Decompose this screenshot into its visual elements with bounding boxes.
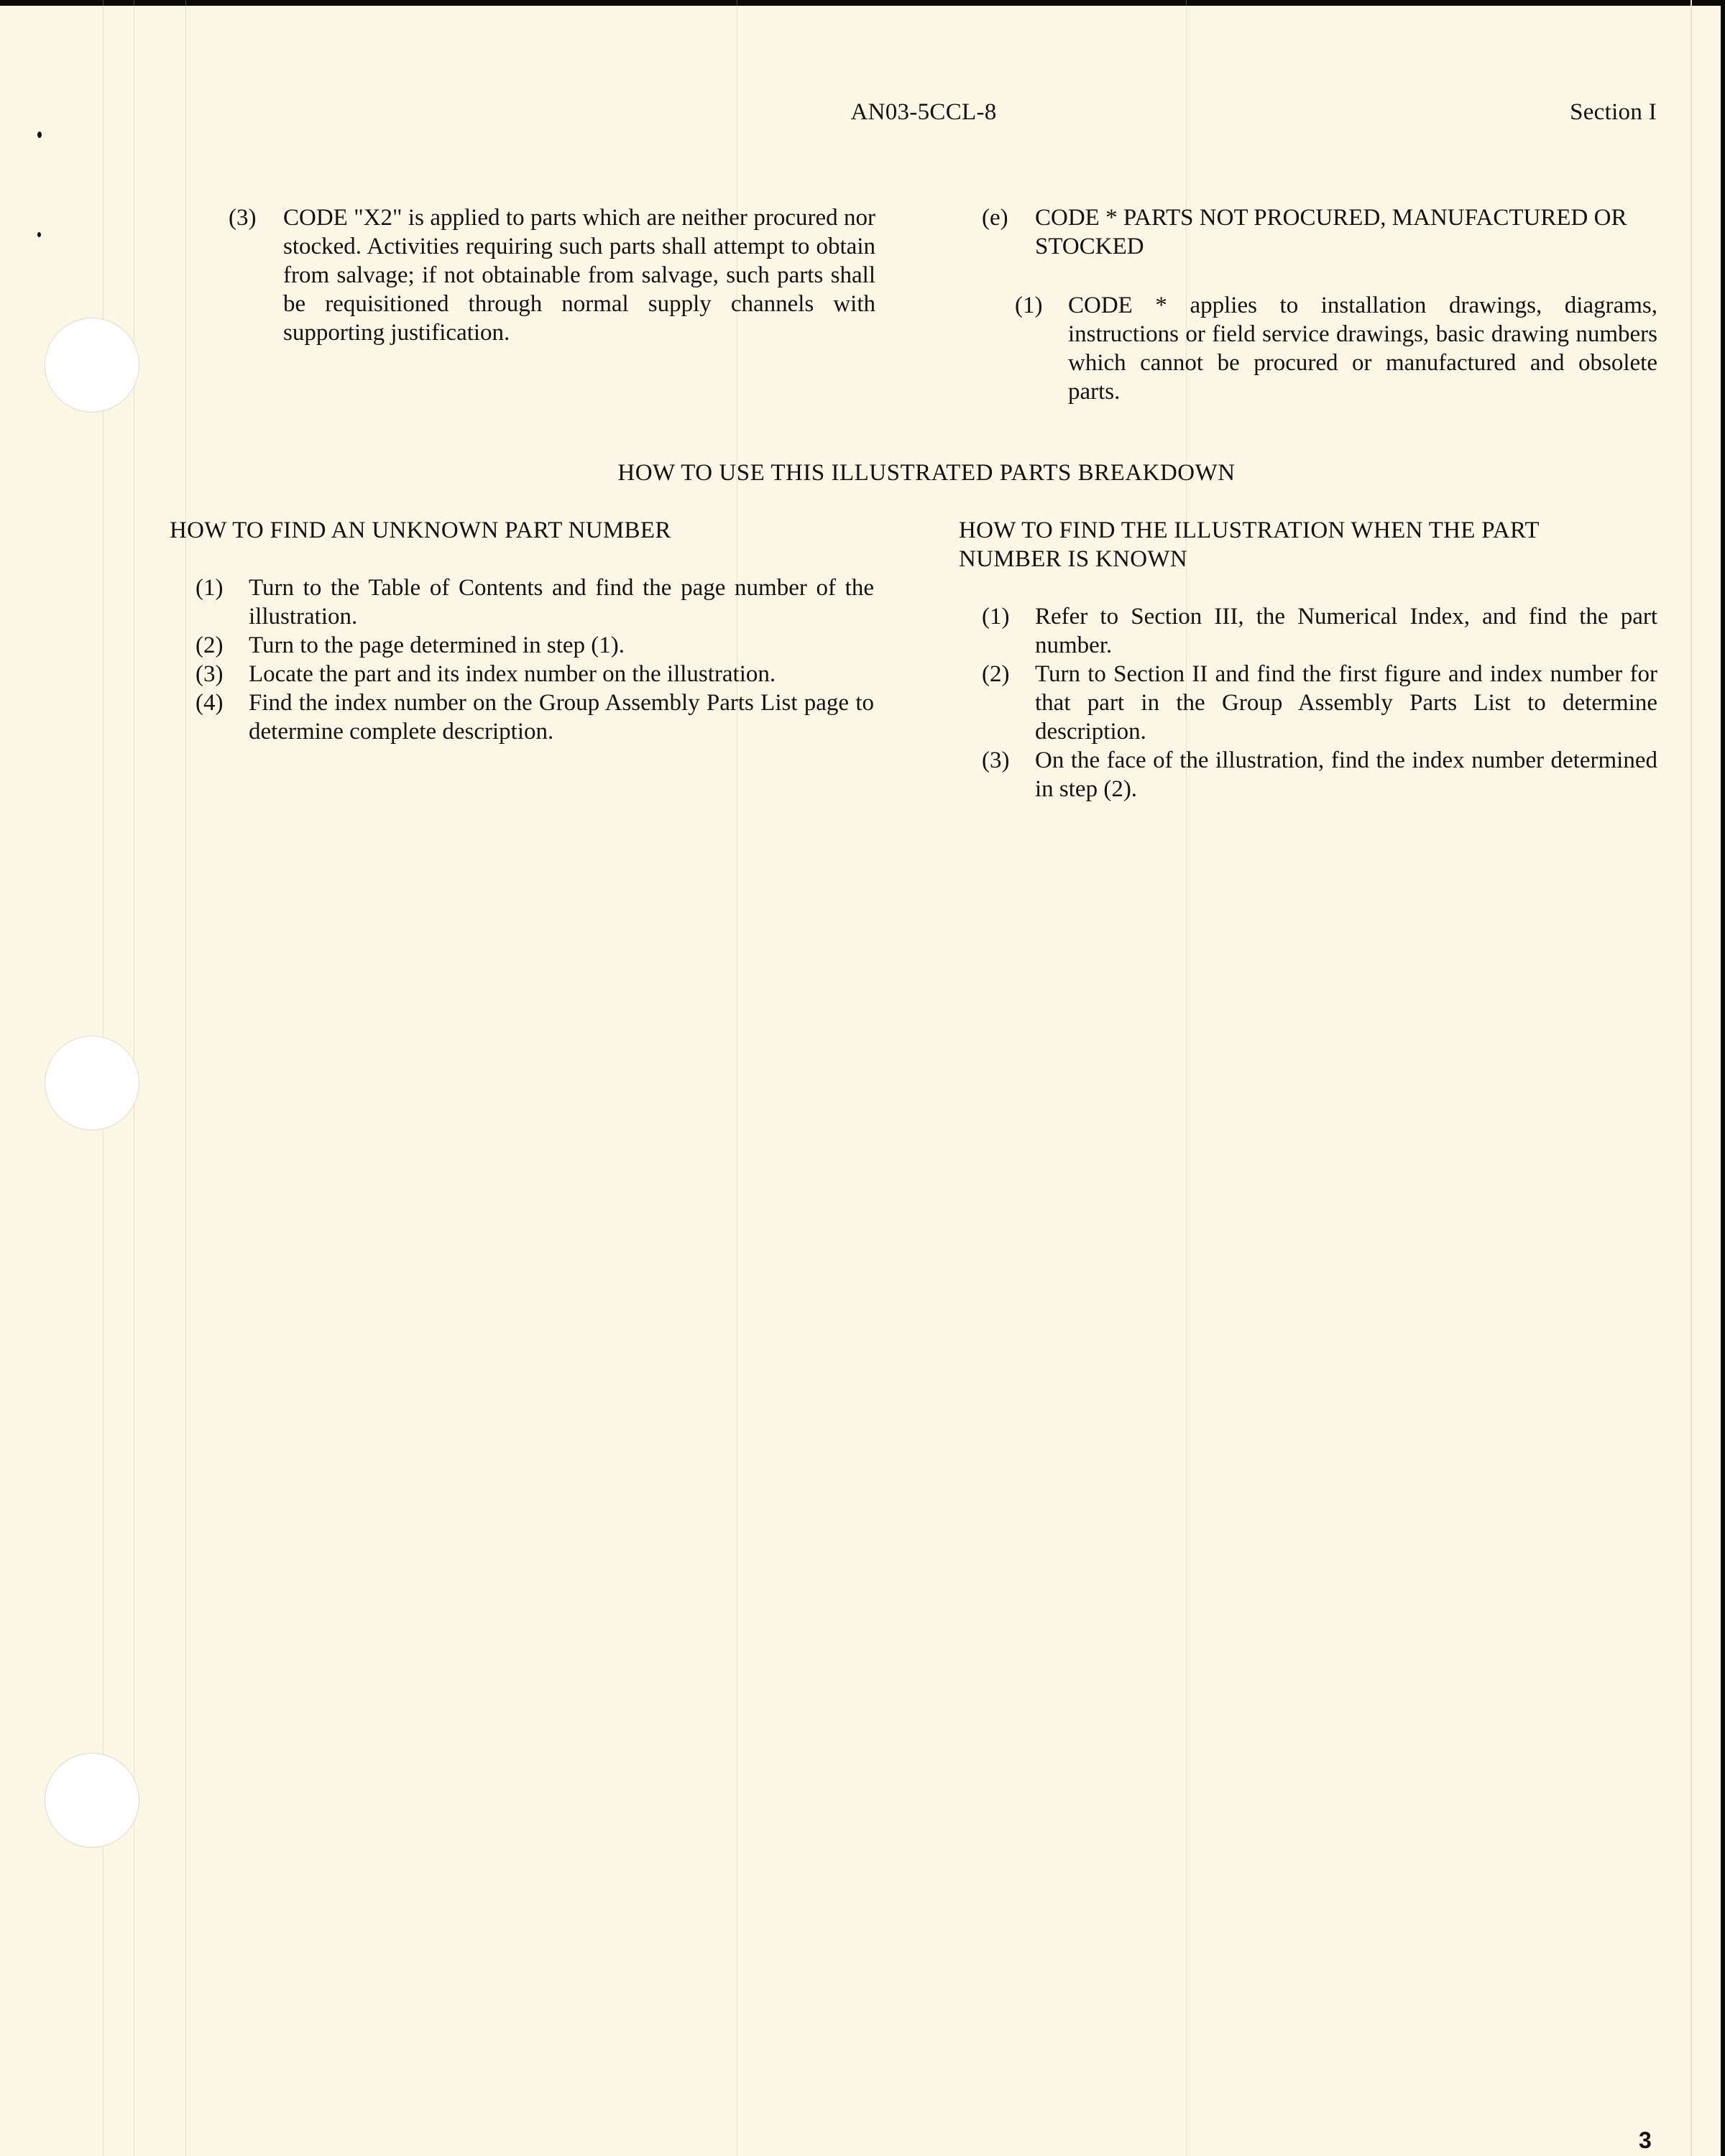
step-number: (3) (196, 661, 224, 687)
section-heading: HOW TO USE THIS ILLUSTRATED PARTS BREAKDOWN (617, 460, 1236, 486)
subsection-title: CODE * PARTS NOT PROCURED, MANUFACTURED OR STOCKED (1035, 205, 1627, 259)
punch-hole-top (45, 318, 139, 412)
code-x2-paragraph (229, 203, 875, 347)
find-unknown-part-section (170, 516, 874, 746)
page-edge-strip (1690, 0, 1692, 2156)
steps-list (982, 602, 1657, 803)
scan-border-right (1721, 0, 1725, 2156)
item-text: CODE * applies to installation drawings, diagrams, instructions or field service drawings, basic drawing numbers which cannot be procured or manufactured and obsolete parts. (1068, 292, 1657, 405)
step-item (196, 631, 874, 660)
step-text: Turn to Section II and find the first figure and index number for that part in the Group Assembly Parts List to determine description. (1035, 661, 1657, 745)
scan-speck (37, 132, 42, 138)
find-illustration-section (959, 516, 1657, 803)
step-item (982, 660, 1657, 746)
step-item (196, 573, 874, 631)
step-item (982, 746, 1657, 803)
item-text: CODE "X2" is applied to parts which are neither procured nor stocked. Activities requiring such parts shall attempt to obtain from salvage; if not obtainable from salvage, such parts shall be requisitioned through normal supply channels with supporting justification. (283, 205, 875, 346)
step-number: (2) (196, 632, 224, 658)
punch-hole-middle (45, 1036, 139, 1130)
step-number: (2) (982, 661, 1010, 687)
step-text: Find the index number on the Group Assembly Parts List page to determine complete description. (249, 690, 874, 745)
scan-speck (37, 232, 41, 237)
punch-hole-bottom (45, 1754, 139, 1847)
step-number: (3) (982, 747, 1010, 773)
steps-list (196, 573, 874, 746)
paper-texture-line (185, 0, 186, 2156)
step-text: On the face of the illustration, find the index number determined in step (2). (1035, 747, 1657, 802)
list-item (1015, 291, 1657, 406)
document-number: AN03-5CCL-8 (850, 99, 997, 125)
column-heading: HOW TO FIND AN UNKNOWN PART NUMBER (170, 517, 671, 543)
step-number: (4) (196, 690, 224, 716)
step-item (196, 688, 874, 746)
step-text: Turn to the page determined in step (1). (249, 632, 625, 658)
subsection-heading (982, 203, 1657, 261)
item-number: (3) (229, 205, 257, 231)
page-number: 3 (1639, 2127, 1652, 2153)
step-item (982, 602, 1657, 660)
step-number: (1) (982, 604, 1010, 630)
step-text: Locate the part and its index number on the illustration. (249, 661, 776, 687)
code-star-section (982, 203, 1657, 406)
column-heading: HOW TO FIND THE ILLUSTRATION WHEN THE PART NUMBER IS KNOWN (959, 517, 1540, 572)
item-number: (1) (1015, 292, 1043, 318)
step-item (196, 660, 874, 688)
step-text: Refer to Section III, the Numerical Index, and find the part number. (1035, 604, 1657, 658)
step-number: (1) (196, 575, 224, 601)
subsection-letter: (e) (982, 205, 1008, 231)
step-text: Turn to the Table of Contents and find the page number of the illustration. (249, 575, 874, 630)
scan-border-top (0, 0, 1725, 6)
section-label: Section I (1570, 99, 1657, 125)
list-item (229, 203, 875, 347)
